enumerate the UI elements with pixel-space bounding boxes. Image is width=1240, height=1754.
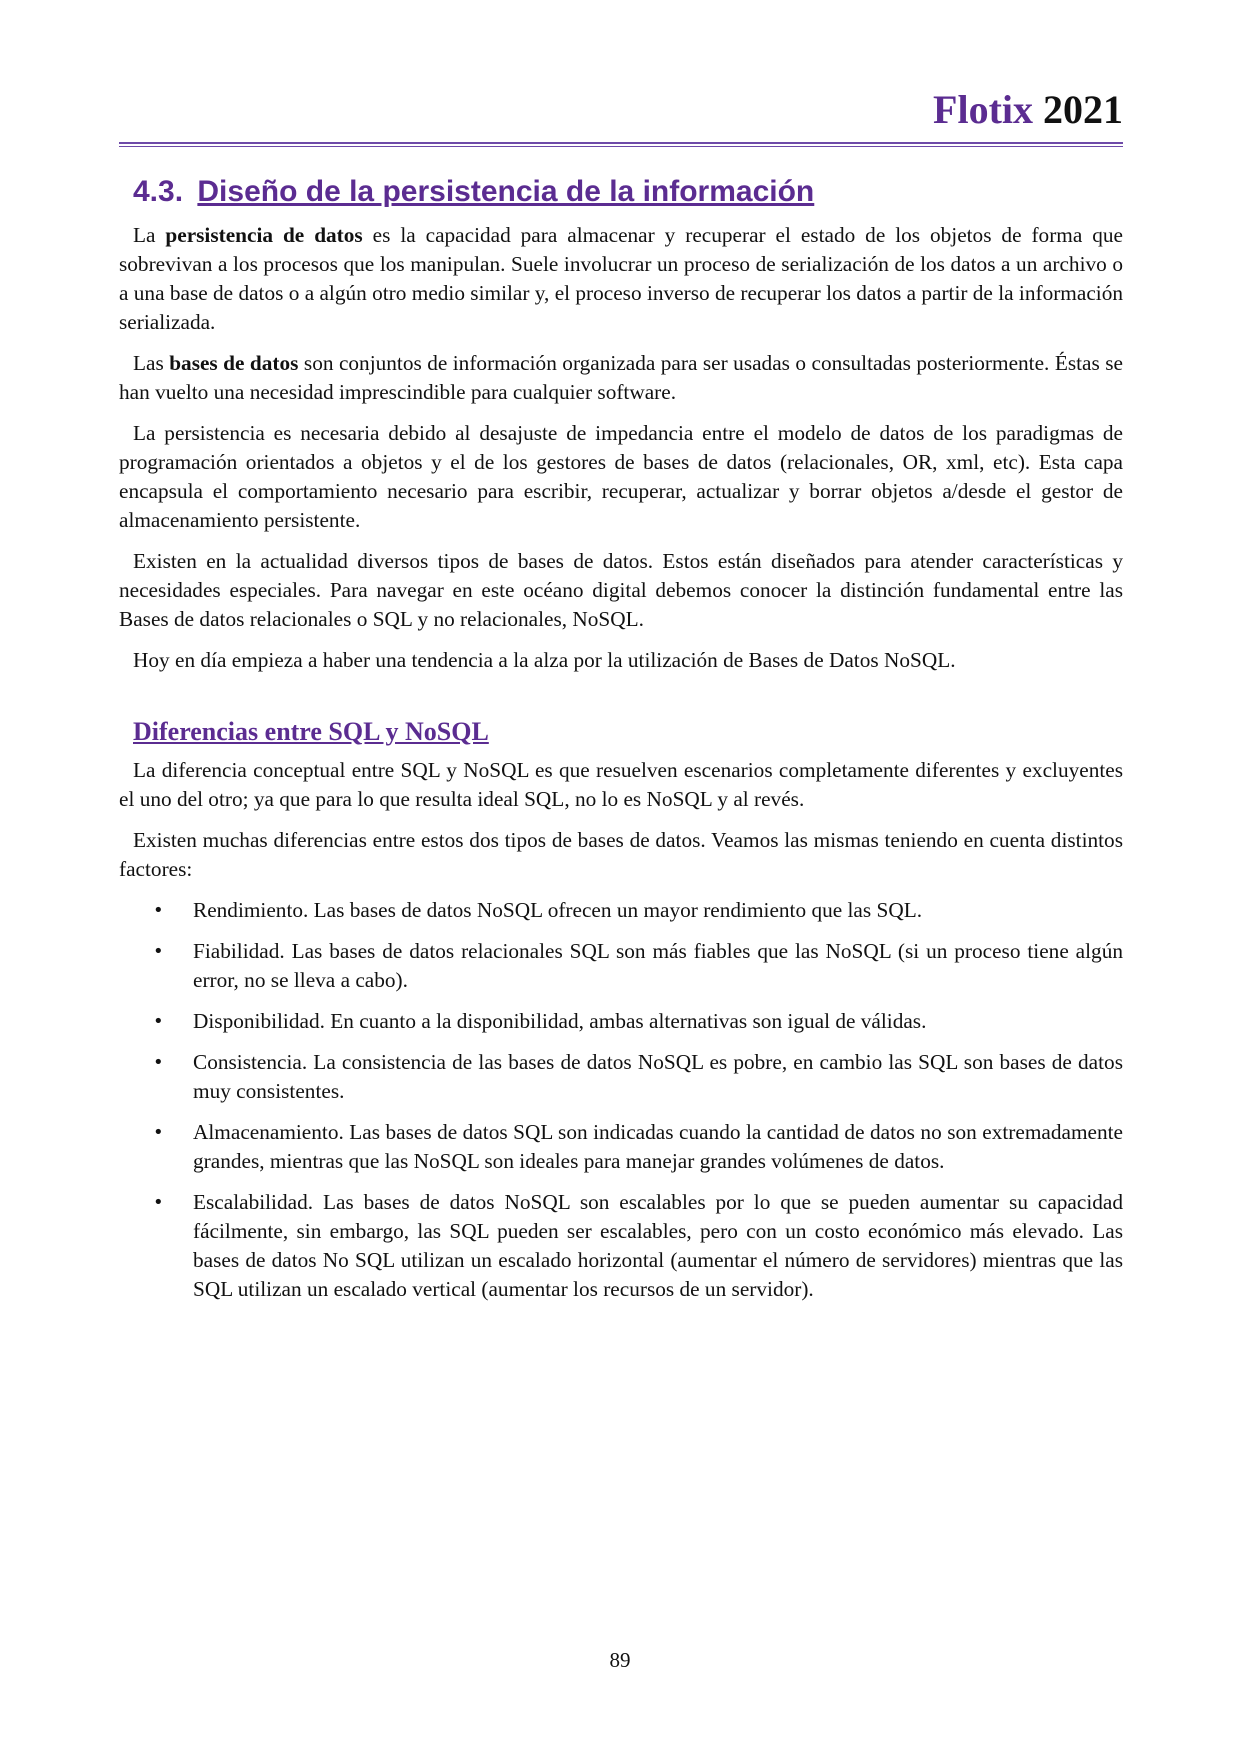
list-item-text: Rendimiento. Las bases de datos NoSQL ofrecen un mayor rendimiento que las SQL. (193, 898, 923, 923)
paragraph-tipos: Existen en la actualidad diversos tipos de bases de datos. Estos están diseñados para atender características y necesidades especiales. Para navegar en este océano digital debemos conocer la distinción fundamental entre las Bases de datos relacionales o SQL y no relacionales, NoSQL. (119, 548, 1123, 631)
paragraph-text: Las (133, 350, 170, 375)
list-item-text: Escalabilidad. Las bases de datos NoSQL son escalables por lo que se pueden aumentar su capacidad fácilmente, sin embargo, las SQL pueden ser escalables, pero con un costo económico más elevado. Las bases de datos No SQL utilizan un escalado horizontal (aumentar el número de servidores) mientras que las SQL utilizan un escalado vertical (aumentar los recursos de un servidor). (193, 1190, 1123, 1302)
bullet-icon: • (153, 1192, 164, 1214)
header-rule-secondary (119, 146, 1123, 147)
bullet-icon: • (153, 900, 164, 922)
list-item-text: Disponibilidad. En cuanto a la disponibilidad, ambas alternativas son igual de válidas. (193, 1009, 927, 1034)
bullet-icon: • (153, 1011, 164, 1033)
paragraph-text: son conjuntos de información organizada para ser usadas o consultadas posteriormente. Éstas se han vuelto una necesidad imprescindible para cualquier software. (119, 350, 1123, 404)
subsection-heading: Diferencias entre SQL y NoSQL (133, 716, 489, 746)
header-year: 2021 (1043, 87, 1123, 132)
paragraph-text: es la capacidad para almacenar y recuperar el estado de los objetos de forma que sobrevivan a los procesos que los manipulan. Suele involucrar un proceso de serialización de los datos a un archivo o a una base de datos o a algún otro medio similar y, el proceso inverso de recuperar los datos a partir de la información serializada. (119, 222, 1123, 334)
section-heading (133, 172, 1123, 213)
section-title: Diseño de la persistencia de la información (197, 175, 815, 208)
page-number: 89 (609, 1648, 631, 1672)
list-item (119, 896, 1123, 925)
running-header (119, 88, 1123, 132)
list-item-text: Almacenamiento. Las bases de datos SQL son indicadas cuando la cantidad de datos no son extremadamente grandes, mientras que las NoSQL son ideales para manejar grandes volúmenes de datos. (193, 1120, 1123, 1174)
paragraph-impedancia: La persistencia es necesaria debido al desajuste de impedancia entre el modelo de datos de los paradigmas de programación orientados a objetos y el de los gestores de bases de datos (relacionales, OR, xml, etc). Esta capa encapsula el comportamiento necesario para escribir, recuperar, actualizar y borrar objetos a/desde el gestor de almacenamiento persistente. (119, 420, 1123, 532)
bullet-icon: • (153, 1052, 164, 1074)
bold-term-bases-de-datos: bases de datos (169, 350, 299, 375)
paragraph-bases-de-datos (119, 349, 1123, 407)
list-item-text: Consistencia. La consistencia de las bases de datos NoSQL es pobre, en cambio las SQL son bases de datos muy consistentes. (193, 1050, 1123, 1104)
paragraph-text: La (133, 222, 166, 247)
factors-list (119, 896, 1123, 1304)
paragraph-diferencia-conceptual: La diferencia conceptual entre SQL y NoSQL es que resuelven escenarios completamente diferentes y excluyentes el uno del otro; ya que para lo que resulta ideal SQL, no lo es NoSQL y al revés. (119, 758, 1123, 812)
bold-term-persistencia: persistencia de datos (165, 222, 363, 247)
list-item (119, 1007, 1123, 1036)
paragraph-factores-intro: Existen muchas diferencias entre estos dos tipos de bases de datos. Veamos las mismas teniendo en cuenta distintos factores: (119, 828, 1123, 882)
list-item (119, 1048, 1123, 1106)
list-item (119, 1188, 1123, 1304)
paragraph-tendencia: Hoy en día empieza a haber una tendencia a la alza por la utilización de Bases de Datos NoSQL. (133, 647, 956, 672)
section-number: 4.3. (133, 175, 184, 208)
list-item (119, 937, 1123, 995)
header-rule (119, 142, 1123, 144)
header-brand: Flotix (933, 87, 1033, 132)
page-content (119, 172, 1123, 1316)
list-item (119, 1118, 1123, 1176)
bullet-icon: • (153, 1122, 164, 1144)
list-item-text: Fiabilidad. Las bases de datos relacionales SQL son más fiables que las NoSQL (si un proceso tiene algún error, no se lleva a cabo). (193, 939, 1123, 993)
paragraph-persistencia (119, 221, 1123, 337)
bullet-icon: • (153, 941, 164, 963)
